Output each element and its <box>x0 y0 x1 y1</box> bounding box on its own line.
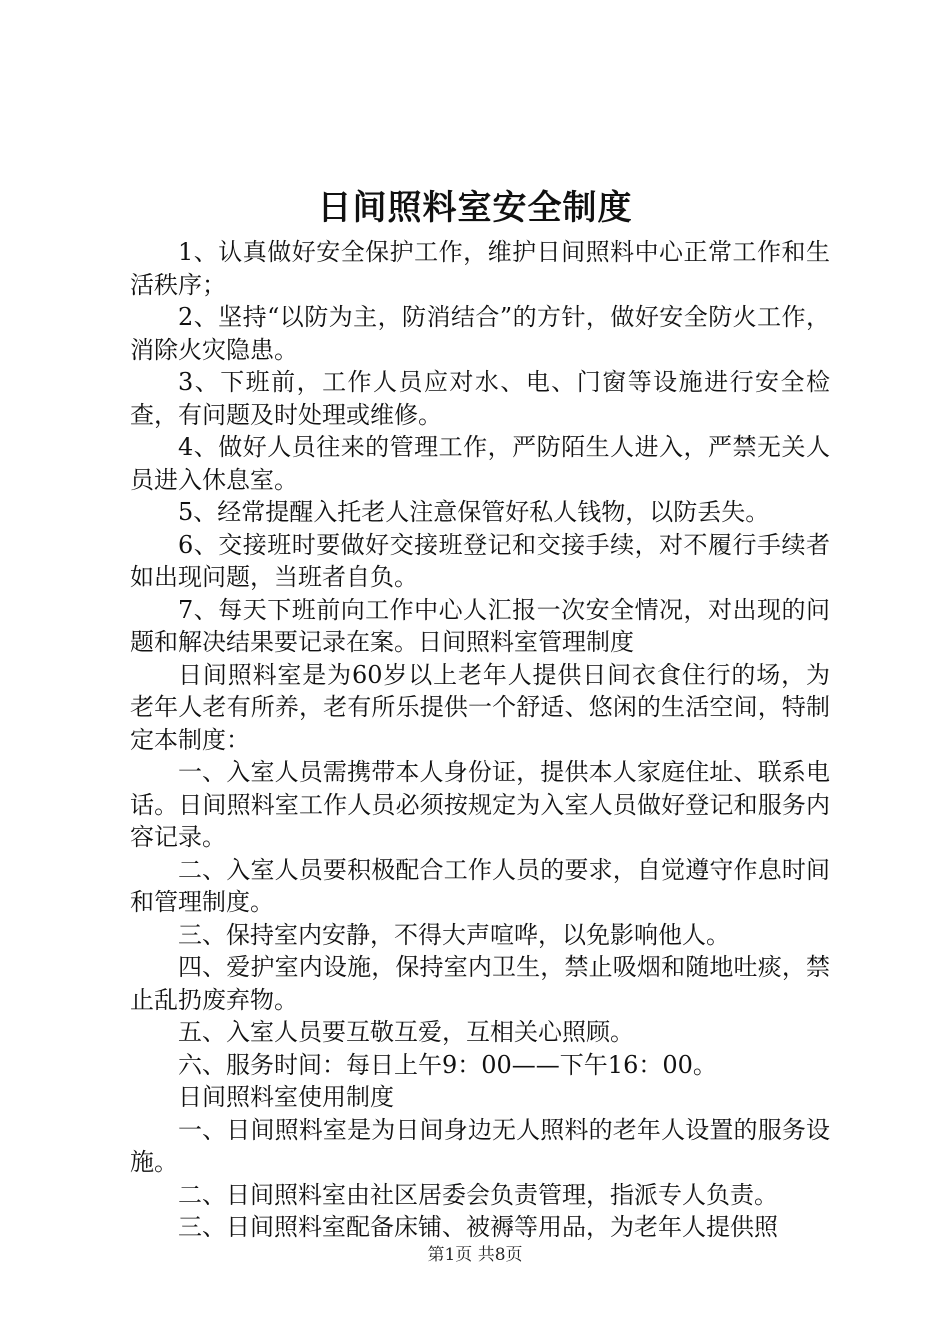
paragraph: 7、每天下班前向工作中心人汇报一次安全情况，对出现的问题和解决结果要记录在案。日间照料室管理制度 <box>130 595 830 656</box>
paragraph: 五、入室人员要互敬互爱，互相关心照顾。 <box>178 1018 634 1046</box>
paragraph: 六、服务时间：每日上午9：00——下午16：00。 <box>178 1050 717 1079</box>
paragraph: 日间照料室是为60岁以上老年人提供日间衣食住行的场，为老年人老有所养，老有所乐提供一个舒适、悠闲的生活空间，特制定本制度： <box>130 660 830 754</box>
paragraph: 4、做好人员往来的管理工作，严防陌生人进入，严禁无关人员进入休息室。 <box>130 433 830 494</box>
paragraph: 二、日间照料室由社区居委会负责管理，指派专人负责。 <box>178 1180 778 1209</box>
paragraph: 四、爱护室内设施，保持室内卫生，禁止吸烟和随地吐痰，禁止乱扔废弃物。 <box>130 953 830 1014</box>
document-title: 日间照料室安全制度 <box>317 188 633 228</box>
paragraph: 三、日间照料室配备床铺、被褥等用品，为老年人提供照 <box>178 1213 778 1241</box>
paragraph: 一、入室人员需携带本人身份证，提供本人家庭住址、联系电话。日间照料室工作人员必须按规定为入室人员做好登记和服务内容记录。 <box>130 758 830 851</box>
paragraph: 三、保持室内安静，不得大声喧哗，以免影响他人。 <box>178 920 730 949</box>
paragraph: 日间照料室使用制度 <box>178 1083 394 1111</box>
document-body <box>130 236 830 1244</box>
paragraph: 5、经常提醒入托老人注意保管好私人钱物，以防丢失。 <box>178 498 770 526</box>
paragraph: 6、交接班时要做好交接班登记和交接手续，对不履行手续者如出现问题，当班者自负。 <box>130 530 830 591</box>
paragraph: 一、日间照料室是为日间身边无人照料的老年人设置的服务设施。 <box>130 1115 830 1176</box>
paragraph: 二、入室人员要积极配合工作人员的要求，自觉遵守作息时间和管理制度。 <box>130 855 830 916</box>
paragraph: 3、下班前，工作人员应对水、电、门窗等设施进行安全检查，有问题及时处理或维修。 <box>130 368 830 429</box>
page-footer: 第1页 共8页 <box>427 1245 523 1265</box>
paragraph: 1、认真做好安全保护工作，维护日间照料中心正常工作和生活秩序； <box>130 238 830 299</box>
paragraph: 2、坚持“以防为主，防消结合”的方针，做好安全防火工作，消除火灾隐患。 <box>130 303 830 364</box>
